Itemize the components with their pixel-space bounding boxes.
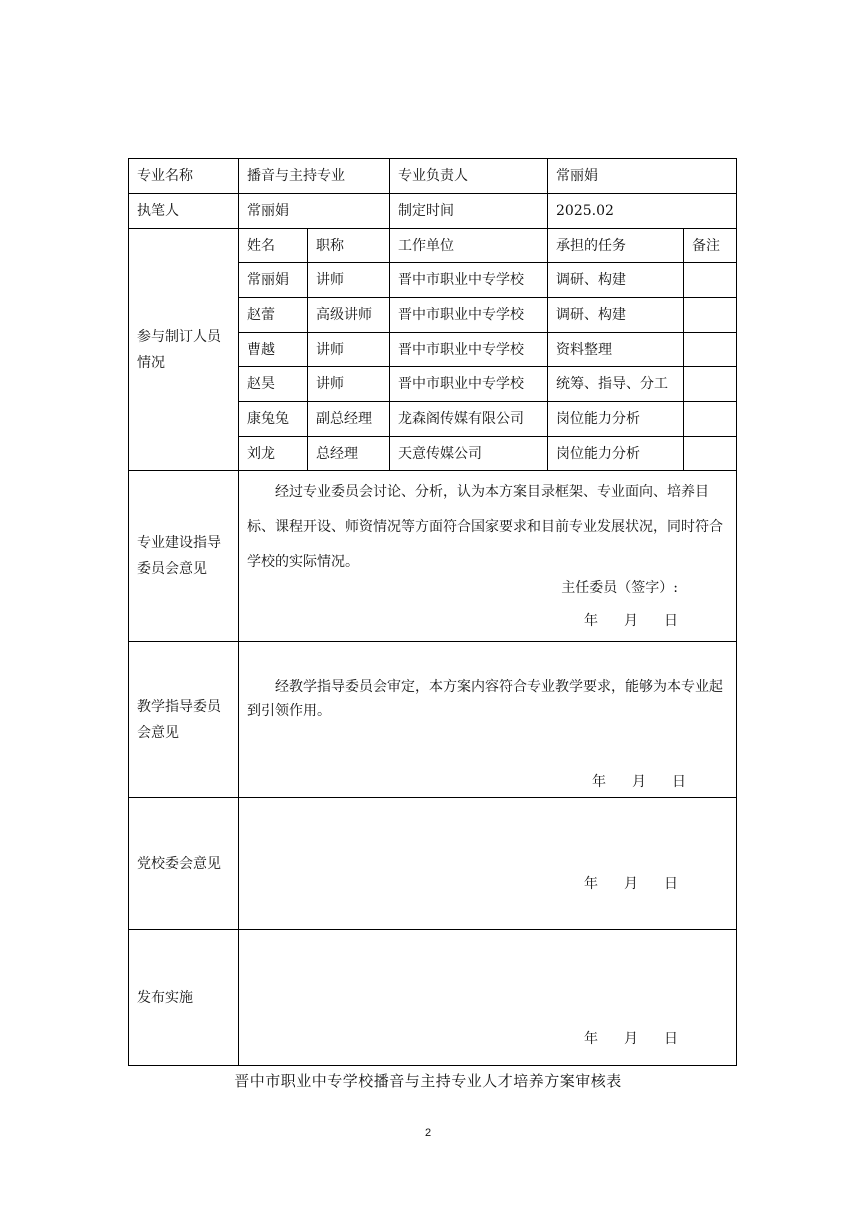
person-note <box>684 333 737 367</box>
person-note <box>684 367 737 402</box>
header-name: 姓名 <box>239 229 308 263</box>
party-opinion-row <box>129 798 737 930</box>
party-opinion-cell <box>239 798 737 930</box>
date-year: 年 <box>584 876 598 892</box>
table-caption: 晋中市职业中专学校播音与主持专业人才培养方案审核表 <box>234 1072 622 1090</box>
writer-label: 执笔人 <box>129 194 239 229</box>
person-task: 调研、构建 <box>548 298 684 333</box>
date-month: 月 <box>632 774 646 790</box>
date-month: 月 <box>624 876 638 892</box>
publish-row <box>129 930 737 1066</box>
writer-value: 常丽娟 <box>239 194 390 229</box>
teaching-opinion-label: 教学指导委员会意见 <box>129 642 239 798</box>
leader-label: 专业负责人 <box>390 159 548 194</box>
committee-opinion-row <box>129 471 737 642</box>
person-unit: 天意传媒公司 <box>390 437 548 471</box>
person-title: 讲师 <box>308 367 390 402</box>
person-name: 赵昊 <box>239 367 308 402</box>
person-unit: 龙森阁传媒有限公司 <box>390 402 548 437</box>
committee-opinion-label: 专业建设指导委员会意见 <box>129 471 239 642</box>
person-task: 资料整理 <box>548 333 684 367</box>
table-row-major <box>129 159 737 194</box>
participants-section-label: 参与制订人员情况 <box>129 229 239 471</box>
person-note <box>684 263 737 298</box>
publish-date <box>584 1029 678 1049</box>
participants-header-row <box>129 229 737 263</box>
publish-cell <box>239 930 737 1066</box>
date-year: 年 <box>584 1031 598 1047</box>
date-day: 日 <box>664 1031 678 1047</box>
person-title: 高级讲师 <box>308 298 390 333</box>
committee-signature-label: 主任委员（签字）: <box>561 580 678 596</box>
date-value: 2025.02 <box>548 194 737 229</box>
table-row-writer <box>129 194 737 229</box>
person-unit: 晋中市职业中专学校 <box>390 333 548 367</box>
person-title: 副总经理 <box>308 402 390 437</box>
committee-date <box>584 611 678 631</box>
header-task: 承担的任务 <box>548 229 684 263</box>
date-month: 月 <box>624 613 638 629</box>
header-note: 备注 <box>684 229 737 263</box>
committee-opinion-cell <box>239 471 737 642</box>
major-name-value: 播音与主持专业 <box>239 159 390 194</box>
date-month: 月 <box>624 1031 638 1047</box>
date-day: 日 <box>664 613 678 629</box>
party-date <box>584 874 678 894</box>
person-title: 总经理 <box>308 437 390 471</box>
date-year: 年 <box>592 774 606 790</box>
date-year: 年 <box>584 613 598 629</box>
date-day: 日 <box>664 876 678 892</box>
teaching-opinion-cell <box>239 642 737 798</box>
header-title: 职称 <box>308 229 390 263</box>
person-task: 岗位能力分析 <box>548 402 684 437</box>
page-number: 2 <box>424 1127 432 1139</box>
person-title: 讲师 <box>308 263 390 298</box>
leader-value: 常丽娟 <box>548 159 737 194</box>
teaching-opinion-text: 经教学指导委员会审定，本方案内容符合专业教学要求，能够为本专业起到引领作用。 <box>247 679 723 719</box>
teaching-opinion-row <box>129 642 737 798</box>
person-unit: 晋中市职业中专学校 <box>390 263 548 298</box>
header-unit: 工作单位 <box>390 229 548 263</box>
party-opinion-label: 党校委会意见 <box>129 798 239 930</box>
publish-label: 发布实施 <box>129 930 239 1066</box>
person-note <box>684 298 737 333</box>
person-title: 讲师 <box>308 333 390 367</box>
person-name: 赵蕾 <box>239 298 308 333</box>
date-label: 制定时间 <box>390 194 548 229</box>
person-name: 康兔兔 <box>239 402 308 437</box>
person-name: 刘龙 <box>239 437 308 471</box>
person-name: 曹越 <box>239 333 308 367</box>
person-task: 岗位能力分析 <box>548 437 684 471</box>
person-unit: 晋中市职业中专学校 <box>390 298 548 333</box>
person-task: 调研、构建 <box>548 263 684 298</box>
person-note <box>684 402 737 437</box>
person-unit: 晋中市职业中专学校 <box>390 367 548 402</box>
major-name-label: 专业名称 <box>129 159 239 194</box>
person-task: 统筹、指导、分工 <box>548 367 684 402</box>
review-table <box>128 158 737 1066</box>
date-day: 日 <box>672 774 686 790</box>
person-name: 常丽娟 <box>239 263 308 298</box>
teaching-date <box>592 772 686 792</box>
committee-opinion-text: 经过专业委员会讨论、分析，认为本方案目录框架、专业面向、培养目标、课程开设、师资情况等方面符合国家要求和目前专业发展状况，同时符合学校的实际情况。 <box>247 484 723 570</box>
person-note <box>684 437 737 471</box>
